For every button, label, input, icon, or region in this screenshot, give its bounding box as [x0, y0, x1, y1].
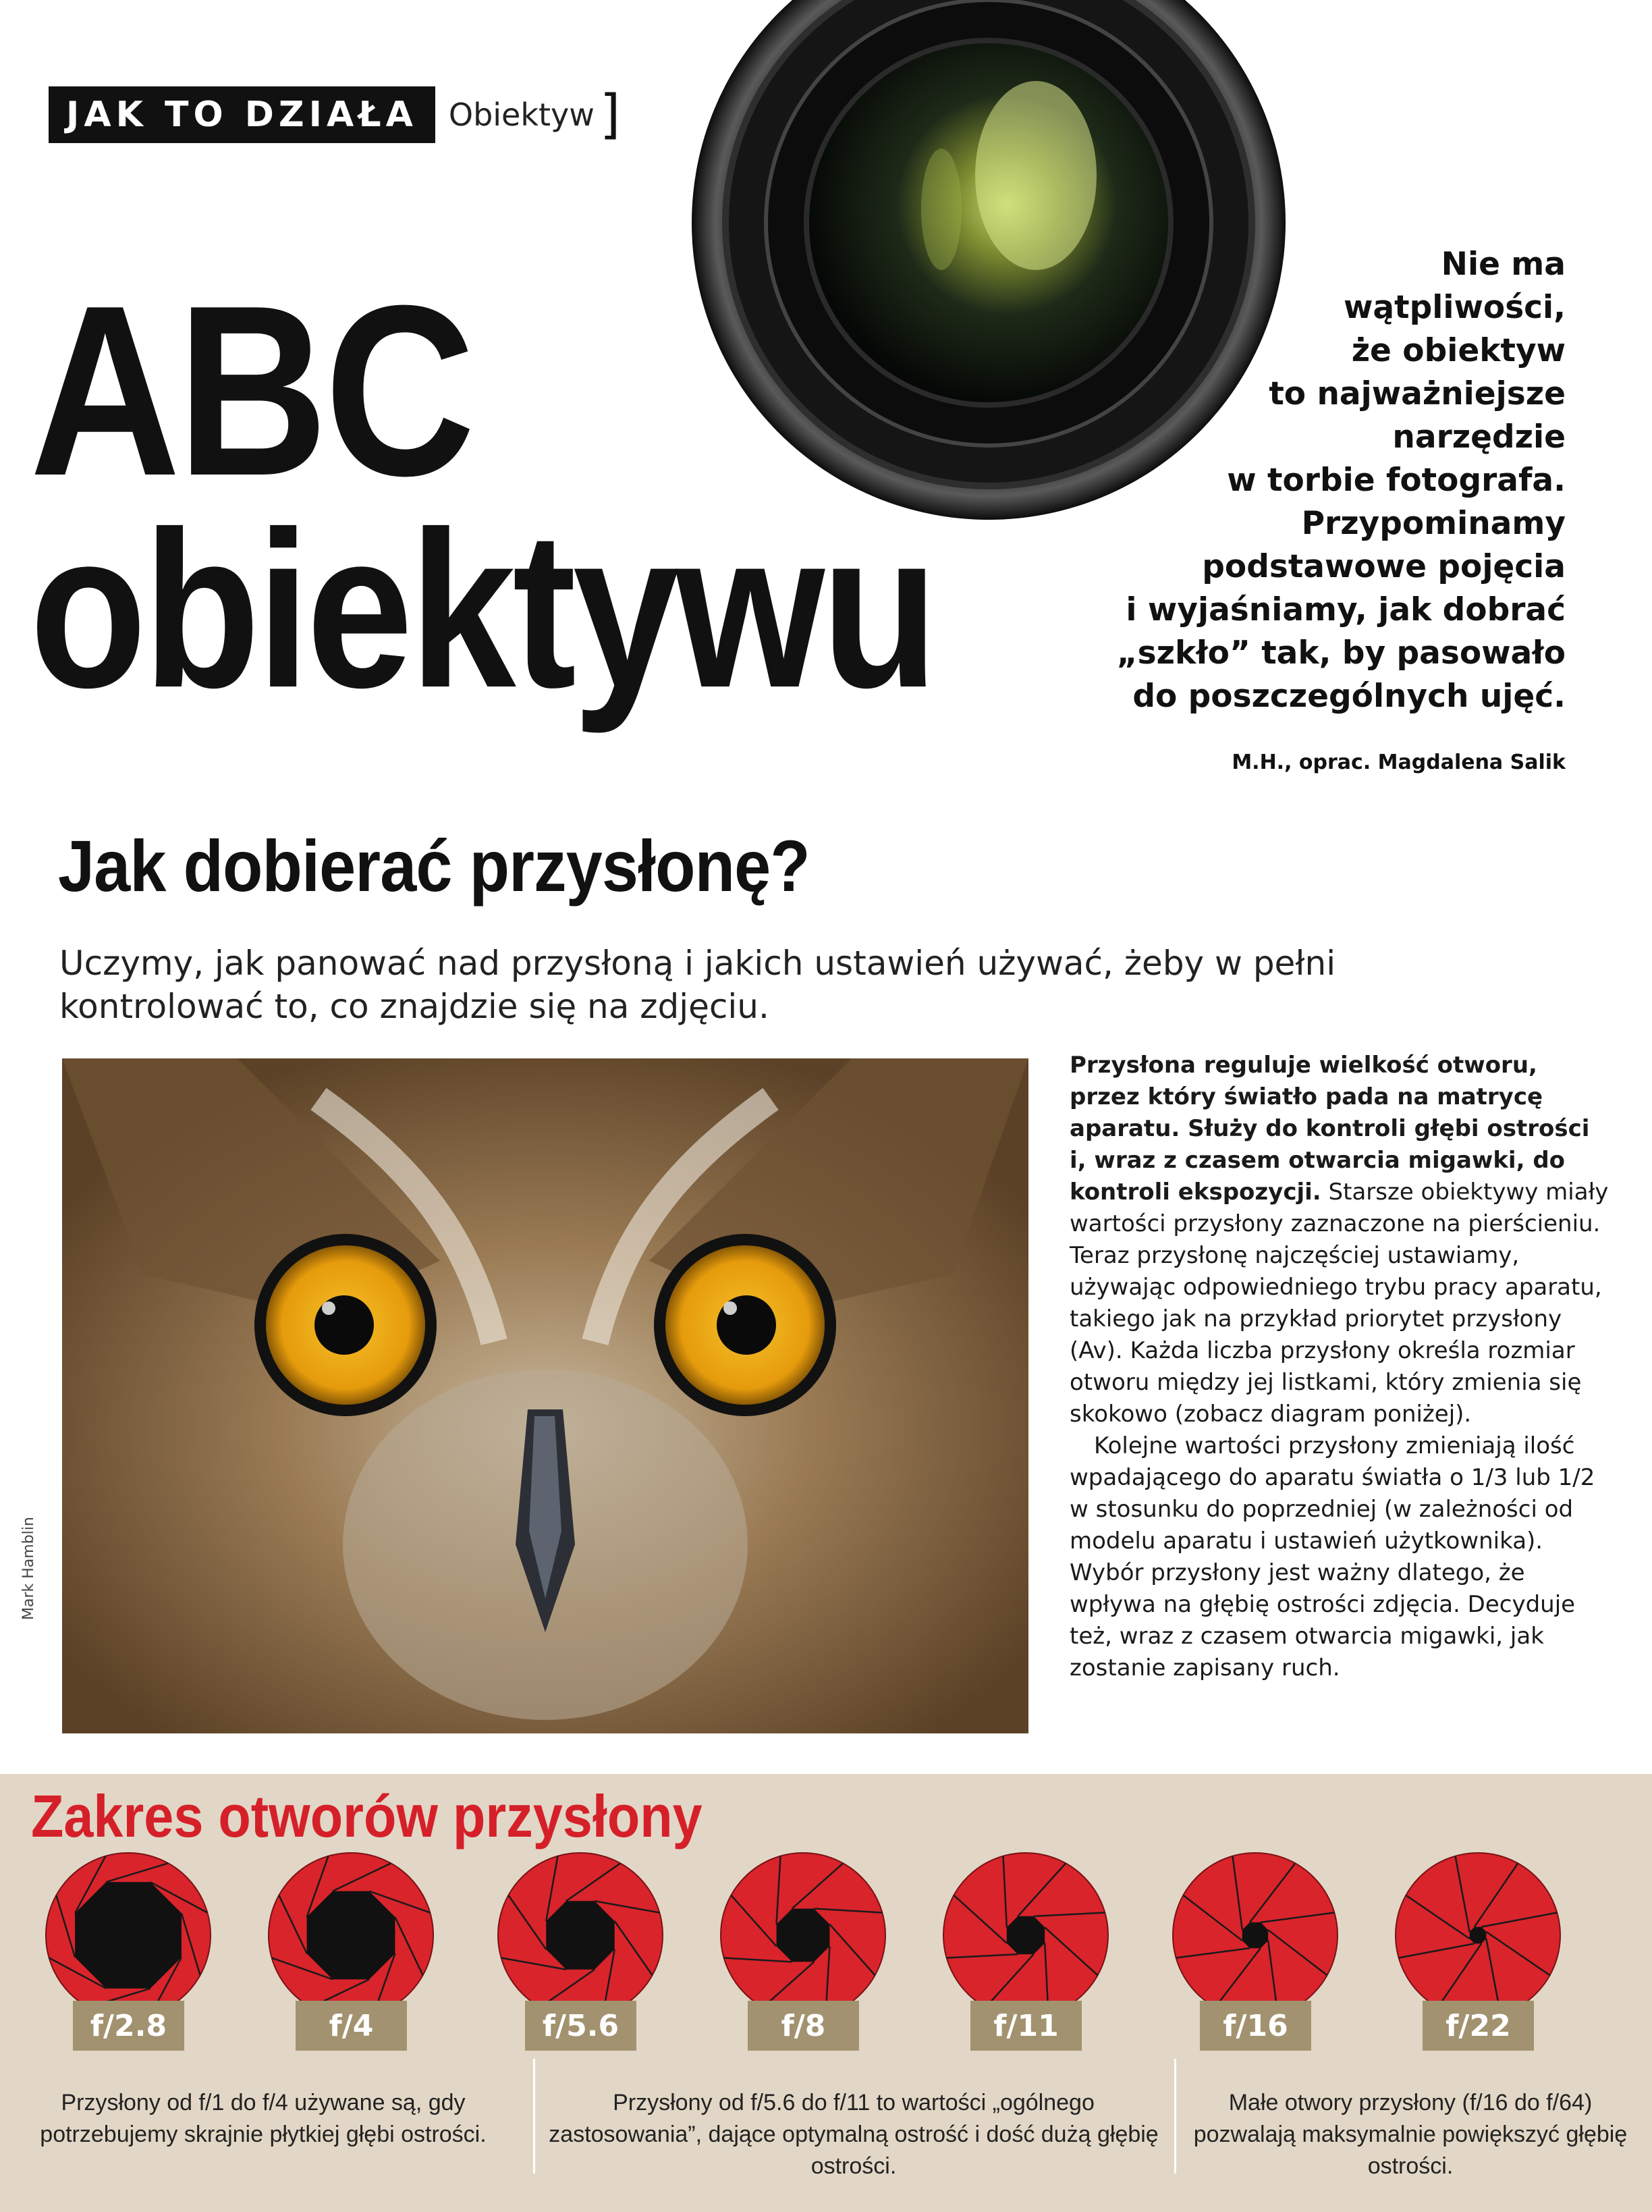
- aperture-value-badge: f/5.6: [525, 2001, 636, 2051]
- aperture-value-badge: f/2.8: [73, 2001, 184, 2051]
- divider: [533, 2059, 535, 2174]
- article-lead: Uczymy, jak panować nad przysłoną i jakich ustawień używać, żeby w pełni kontrolować to, co znajdzie się na zdjęciu.: [59, 944, 1336, 1026]
- aperture-f-5-6-icon: [496, 1851, 665, 2020]
- body-paragraph-2: Kolejne wartości przysłony zmieniają ilość wpadającego do aparatu światła o 1/3 lub 1/2 w stosunku do poprzedniej (w zależności od modelu aparatu i ustawień użytkownika). Wybór przysłony jest ważny dlatego, że wpływa na głębię ostrości zdjęcia. Decyduje też, wraz z czasem otwarcia migawki, jak zostanie zapisany ruch.: [1070, 1432, 1595, 1681]
- aperture-value-badge: f/11: [970, 2001, 1082, 2051]
- aperture-description-mid: Przysłony od f/5.6 do f/11 to wartości „ogólnego zastosowania”, dające optymalną ostrość i dość dużą głębię ostrości.: [549, 2090, 1159, 2179]
- main-title-line1: ABC: [30, 255, 472, 527]
- aperture-value-badge: f/8: [748, 2001, 859, 2051]
- section-label: JAK TO DZIAŁA: [49, 86, 435, 143]
- aperture-description-narrow: Małe otwory przysłony (f/16 do f/64) pozwalają maksymalnie powiększyć głębię ostrości.: [1193, 2090, 1628, 2179]
- subsection-label: Obiektyw: [448, 97, 595, 133]
- intro-line: i wyjaśniamy, jak dobrać: [1126, 591, 1566, 628]
- intro-line: Przypominamy: [1301, 505, 1566, 542]
- intro-line: podstawowe pojęcia: [1202, 548, 1566, 585]
- section-tag: [49, 86, 620, 143]
- aperture-value-badge: f/22: [1423, 2001, 1534, 2051]
- aperture-f-8-icon: [719, 1851, 887, 2020]
- main-title-line2: obiektywu: [30, 485, 935, 734]
- main-title: [30, 255, 935, 734]
- owl-photo: [62, 1058, 1028, 1733]
- intro-line: narzędzie: [1392, 419, 1566, 456]
- intro-line: to najważniejsze: [1269, 375, 1566, 412]
- byline: M.H., oprac. Magdalena Salik: [1232, 751, 1566, 774]
- aperture-f-4-icon: [267, 1851, 435, 2020]
- aperture-panel-title: Zakres otworów przysłony: [31, 1783, 703, 1850]
- article-body: [1070, 1050, 1609, 1684]
- aperture-f-22-icon: [1394, 1851, 1562, 2020]
- intro-line: że obiektyw: [1351, 332, 1566, 369]
- body-bold-lead: Przysłona reguluje wielkość otworu, przez który światło pada na matrycę aparatu. Służy do kontroli głębi ostrości i, wraz z czasem otwarcia migawki, do kontroli ekspozycji.: [1070, 1052, 1590, 1206]
- aperture-description-wide: Przysłony od f/1 do f/4 używane są, gdy potrzebujemy skrajnie płytkiej głębi ostrości.: [40, 2090, 487, 2147]
- body-paragraph-1-rest: Starsze obiektywy miały wartości przysłony zaznaczone na pierścieniu. Teraz przysłonę najczęściej ustawiamy, używając odpowiedniego trybu pracy aparatu, takiego jak na przykład priorytet przysłony (Av). Każda liczba przysłony określa rozmiar otworu między jej listkami, który zmienia się skokowo (zobacz diagram poniżej).: [1070, 1179, 1609, 1428]
- intro-line: do poszczególnych ujęć.: [1132, 678, 1566, 715]
- intro-line: wątpliwości,: [1344, 289, 1566, 326]
- article-heading: Jak dobierać przysłonę?: [58, 825, 810, 907]
- aperture-f-11-icon: [941, 1851, 1110, 2020]
- divider: [1174, 2059, 1176, 2174]
- aperture-f-2-8-icon: [44, 1851, 213, 2020]
- aperture-value-badge: f/4: [296, 2001, 407, 2051]
- intro-line: w torbie fotografa.: [1227, 462, 1566, 499]
- intro-line: „szkło” tak, by pasowało: [1116, 635, 1566, 672]
- bracket-glyph: ]: [599, 84, 621, 145]
- aperture-value-badge: f/16: [1200, 2001, 1311, 2051]
- intro-line: Nie ma: [1441, 246, 1566, 283]
- aperture-f-16-icon: [1171, 1851, 1340, 2020]
- body-paragraph-1: [1070, 1050, 1609, 1430]
- photo-credit: Mark Hamblin: [20, 1517, 37, 1620]
- intro-text: [1053, 243, 1566, 718]
